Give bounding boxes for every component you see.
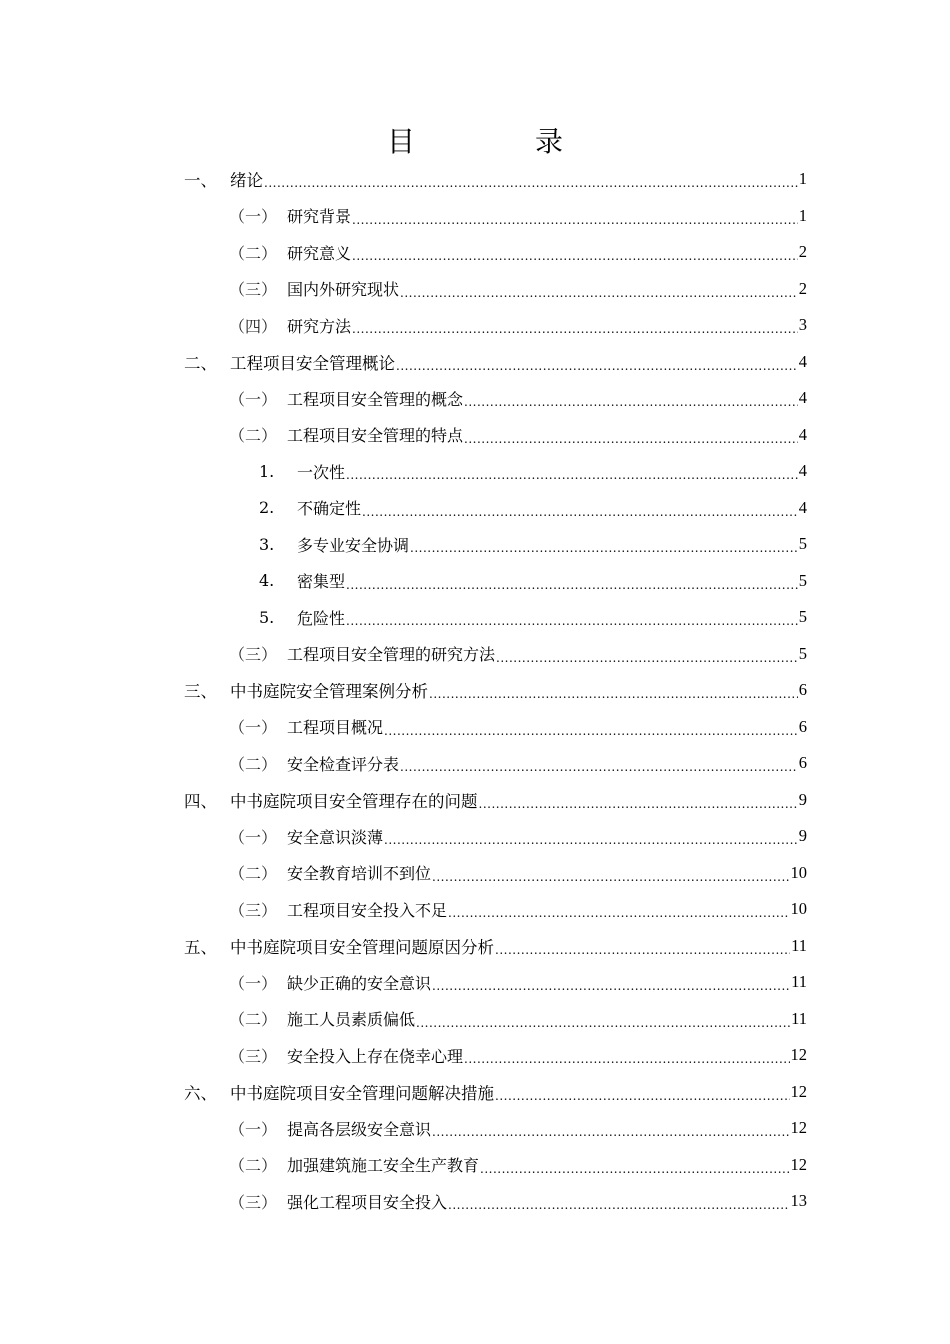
toc-entry-page: 9	[798, 826, 807, 845]
toc-entry-number: （三）	[229, 900, 278, 920]
toc-entry-title: 中书庭院项目安全管理问题原因分析	[230, 937, 494, 957]
toc-entry[interactable]	[229, 709, 807, 745]
toc-entry-page: 11	[791, 972, 807, 991]
toc-entry-page: 2	[798, 242, 807, 261]
dot-leader	[480, 1162, 789, 1176]
dot-leader	[384, 724, 798, 738]
toc-entry-page: 11	[791, 935, 807, 955]
toc-entry-page: 10	[790, 862, 807, 882]
toc-entry-page: 6	[798, 753, 807, 772]
dot-leader	[432, 870, 789, 884]
dot-leader	[479, 797, 798, 811]
toc-entry-page: 12	[790, 1081, 807, 1101]
toc-entry-number: 六、	[184, 1083, 217, 1103]
dot-leader	[416, 1016, 790, 1030]
toc-entry-title: 强化工程项目安全投入	[287, 1192, 448, 1212]
dot-leader	[384, 833, 798, 847]
dot-leader	[396, 359, 798, 373]
toc-entry[interactable]	[184, 672, 807, 708]
toc-entry-page: 12	[790, 1154, 807, 1174]
toc-entry-number: 3.	[259, 534, 275, 554]
dot-leader	[352, 249, 798, 263]
toc-entry-title: 施工人员素质偏低	[287, 1010, 416, 1029]
toc-entry-title: 危险性	[297, 608, 346, 628]
toc-entry[interactable]	[259, 526, 807, 562]
toc-entry[interactable]	[259, 490, 807, 526]
toc-entry[interactable]	[229, 198, 807, 234]
toc-entry[interactable]	[229, 964, 807, 1000]
toc-entry[interactable]	[229, 1037, 807, 1073]
toc-entry-title: 一次性	[297, 462, 346, 482]
toc-entry-number: 一、	[184, 171, 217, 190]
toc-entry-number: （三）	[229, 1046, 278, 1066]
toc-entry-number: （二）	[229, 754, 278, 774]
dot-leader	[429, 687, 798, 701]
toc-entry-number: 5.	[259, 607, 275, 627]
toc-entry-page: 4	[798, 497, 807, 517]
toc-entry-title: 安全检查评分表	[287, 754, 400, 774]
dot-leader	[264, 176, 798, 190]
toc-entry[interactable]	[229, 1147, 807, 1183]
toc-entry[interactable]	[229, 380, 807, 416]
toc-entry-page: 4	[798, 388, 807, 407]
toc-entry-number: （二）	[229, 426, 278, 445]
toc-entry-page: 12	[790, 1118, 807, 1137]
toc-entry-number: （一）	[229, 389, 278, 409]
dot-leader	[346, 614, 798, 628]
toc-entry-number: （二）	[229, 243, 278, 263]
toc-entry-title: 提高各层级安全意识	[287, 1119, 432, 1139]
toc-entry[interactable]	[229, 818, 807, 854]
toc-entry-number: 4.	[259, 571, 275, 590]
toc-entry-number: （二）	[229, 1156, 278, 1175]
toc-entry-page: 6	[798, 716, 807, 736]
dot-leader	[400, 286, 798, 300]
toc-entry[interactable]	[229, 1110, 807, 1146]
toc-entry-page: 5	[798, 534, 807, 553]
dot-leader	[448, 1198, 789, 1212]
dot-leader	[362, 505, 798, 519]
toc-entry[interactable]	[184, 782, 807, 818]
toc-entry[interactable]	[229, 271, 807, 307]
toc-entry-number: （二）	[229, 1010, 278, 1029]
toc-entry-page: 12	[790, 1045, 807, 1064]
toc-entry-title: 工程项目安全管理的概念	[287, 389, 464, 409]
toc-entry[interactable]	[229, 234, 807, 270]
toc-entry-number: （三）	[229, 280, 278, 299]
dot-leader	[495, 943, 790, 957]
toc-entry-title: 多专业安全协调	[297, 535, 410, 555]
toc-entry-title: 加强建筑施工安全生产教育	[287, 1156, 480, 1175]
toc-entry-page: 5	[798, 607, 807, 626]
toc-entry-number: 1.	[259, 461, 275, 481]
toc-entry[interactable]	[229, 855, 807, 891]
toc-entry-page: 5	[798, 643, 807, 663]
toc-entry-title: 绪论	[230, 171, 263, 190]
toc-entry[interactable]	[229, 745, 807, 781]
toc-entry-page: 10	[790, 899, 807, 918]
toc-entry-page: 2	[798, 278, 807, 298]
toc-entry-title: 工程项目概况	[287, 718, 384, 737]
dot-leader	[400, 760, 798, 774]
toc-entry-page: 4	[798, 351, 807, 371]
toc-entry-page: 4	[798, 424, 807, 444]
dot-leader	[496, 651, 798, 665]
dot-leader	[464, 395, 798, 409]
toc-entry[interactable]	[229, 1001, 807, 1037]
toc-entry-number: （三）	[229, 1192, 278, 1212]
dot-leader	[495, 1089, 790, 1103]
toc-entry-title: 中书庭院安全管理案例分析	[230, 682, 428, 701]
toc-entry-number: 四、	[184, 791, 217, 811]
toc-entry[interactable]	[229, 891, 807, 927]
toc-entry-number: 五、	[184, 937, 217, 957]
toc-entry-page: 9	[798, 789, 807, 809]
dot-leader	[352, 322, 798, 336]
toc-entry[interactable]	[229, 636, 807, 672]
toc-entry[interactable]	[259, 563, 807, 599]
toc-entry-title: 安全教育培训不到位	[287, 864, 432, 883]
toc-entry[interactable]	[259, 599, 807, 635]
dot-leader	[464, 432, 798, 446]
toc-entry-title: 安全投入上存在侥幸心理	[287, 1046, 464, 1066]
toc-entry-number: （一）	[229, 827, 278, 847]
dot-leader	[352, 213, 798, 227]
toc-entry[interactable]	[184, 1074, 807, 1110]
toc-entry-title: 缺少正确的安全意识	[287, 973, 432, 993]
toc-entry[interactable]	[259, 453, 807, 489]
toc-entry[interactable]	[184, 161, 807, 197]
toc-entry-number: 2.	[259, 498, 275, 517]
toc-entry-title: 研究意义	[287, 243, 352, 263]
dot-leader	[410, 541, 798, 555]
dot-leader	[346, 578, 798, 592]
toc-entry-number: （二）	[229, 864, 278, 883]
toc-entry[interactable]	[229, 307, 807, 343]
toc-entry[interactable]	[229, 1183, 807, 1219]
dot-leader	[432, 1125, 789, 1139]
toc-entry-number: （四）	[229, 316, 278, 336]
toc-entry-number: （一）	[229, 1119, 278, 1139]
toc-entry-page: 6	[798, 680, 807, 699]
toc-title: 目 录	[386, 125, 609, 158]
toc-entry-number: 三、	[184, 682, 217, 701]
toc-entry-title: 工程项目安全投入不足	[287, 900, 448, 920]
toc-entry-number: （一）	[229, 973, 278, 993]
toc-entry-title: 工程项目安全管理概论	[230, 353, 395, 373]
toc-entry-title: 密集型	[297, 572, 346, 591]
toc-entry-title: 研究背景	[287, 207, 352, 226]
dot-leader	[464, 1052, 789, 1066]
toc-entry-number: （一）	[229, 718, 278, 737]
toc-entry-title: 国内外研究现状	[287, 280, 400, 299]
toc-entry-title: 研究方法	[287, 316, 352, 336]
toc-entry-page: 1	[798, 205, 807, 225]
toc-entry-page: 11	[791, 1008, 807, 1028]
toc-entry-number: （三）	[229, 645, 278, 664]
toc-entry[interactable]	[229, 417, 807, 453]
toc-entry-title: 中书庭院项目安全管理问题解决措施	[230, 1083, 494, 1103]
toc-entry-title: 中书庭院项目安全管理存在的问题	[230, 791, 478, 811]
toc-entry-page: 3	[798, 315, 807, 334]
dot-leader	[346, 468, 798, 482]
toc-entry-page: 4	[798, 461, 807, 480]
toc-entry-page: 13	[790, 1191, 807, 1210]
toc-entry-title: 不确定性	[297, 499, 362, 518]
toc-entry-title: 工程项目安全管理的特点	[287, 426, 464, 445]
dot-leader	[448, 906, 789, 920]
toc-entry[interactable]	[184, 928, 807, 964]
toc-entry-title: 工程项目安全管理的研究方法	[287, 645, 496, 664]
toc-entry-number: 二、	[184, 353, 217, 373]
dot-leader	[432, 979, 790, 993]
toc-entry-page: 1	[798, 169, 807, 188]
toc-entry-title: 安全意识淡薄	[287, 827, 384, 847]
toc-entry-page: 5	[798, 570, 807, 590]
toc-entry-number: （一）	[229, 207, 278, 226]
toc-entry[interactable]	[184, 344, 807, 380]
